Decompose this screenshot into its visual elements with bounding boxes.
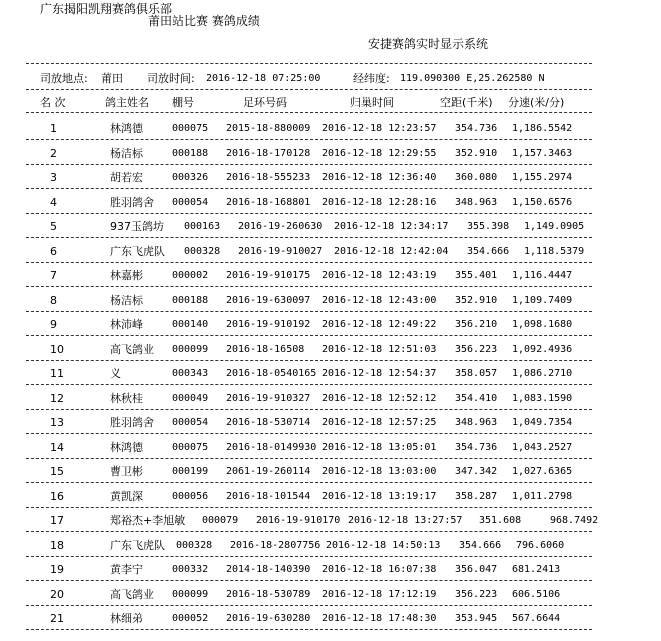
return-time-cell: 2016-12-18 16:07:38 <box>322 564 437 575</box>
rank-cell: 1 <box>50 122 57 135</box>
shed-cell: 000056 <box>172 490 209 502</box>
release-time: 2016-12-18 07:25:00 <box>206 73 321 84</box>
return-time-cell: 2016-12-18 12:29:55 <box>322 147 437 159</box>
shed-cell: 000079 <box>202 515 239 526</box>
shed-cell: 000328 <box>184 245 221 257</box>
speed-cell: 606.5106 <box>512 588 561 600</box>
ring-cell: 2016-18-0540165 <box>226 368 317 379</box>
rank-cell: 5 <box>50 220 57 233</box>
owner-cell: 林沛峰 <box>110 318 143 331</box>
rank-cell: 6 <box>50 244 57 258</box>
shed-cell: 000332 <box>172 564 209 575</box>
return-time-cell: 2016-12-18 12:52:12 <box>322 392 437 404</box>
return-time-cell: 2016-12-18 12:43:19 <box>322 270 437 281</box>
return-time-cell: 2016-12-18 13:19:17 <box>322 490 437 502</box>
rank-cell: 17 <box>50 514 64 527</box>
ring-cell: 2016-18-101544 <box>226 490 311 502</box>
col-time: 归巢时间 <box>350 96 394 109</box>
distance-cell: 354.736 <box>455 441 498 453</box>
col-shed: 棚号 <box>172 96 194 109</box>
return-time-cell: 2016-12-18 12:57:25 <box>322 417 437 428</box>
distance-cell: 355.398 <box>467 221 510 232</box>
owner-cell: 杨洁标 <box>110 146 143 160</box>
shed-cell: 000052 <box>172 613 209 624</box>
release-time-label: 司放时间: <box>147 72 195 85</box>
rank-cell: 19 <box>50 563 64 576</box>
race-title: 莆田站比赛 赛鸽成绩 <box>148 14 260 28</box>
speed-cell: 1,083.1590 <box>512 392 573 404</box>
row-divider <box>26 213 592 214</box>
shed-cell: 000199 <box>172 466 209 477</box>
speed-cell: 1,092.4936 <box>512 343 573 355</box>
return-time-cell: 2016-12-18 13:03:00 <box>322 466 437 477</box>
return-time-cell: 2016-12-18 14:50:13 <box>326 539 441 551</box>
owner-cell: 林鸿德 <box>110 440 143 454</box>
owner-cell: 广东飞虎队 <box>110 538 165 552</box>
distance-cell: 360.080 <box>455 172 498 183</box>
shed-cell: 000326 <box>172 172 209 183</box>
shed-cell: 000343 <box>172 368 209 379</box>
release-place: 莆田 <box>101 72 123 85</box>
owner-cell: 杨洁标 <box>110 293 143 307</box>
col-speed: 分速(米/分) <box>508 96 565 109</box>
speed-cell: 1,155.2974 <box>512 172 573 183</box>
ring-cell: 2016-18-2807756 <box>230 539 321 551</box>
owner-cell: 高飞鸽业 <box>110 587 154 601</box>
distance-cell: 354.410 <box>455 392 498 404</box>
owner-cell: 义 <box>110 367 121 380</box>
ring-cell: 2016-18-530714 <box>226 417 311 428</box>
row-divider <box>26 286 592 287</box>
distance-cell: 354.736 <box>455 123 498 134</box>
distance-cell: 354.666 <box>459 539 502 551</box>
ring-cell: 2016-19-630280 <box>226 613 311 624</box>
owner-cell: 曹卫彬 <box>110 465 143 478</box>
shed-cell: 000099 <box>172 588 209 600</box>
speed-cell: 968.7492 <box>550 515 599 526</box>
distance-cell: 354.666 <box>467 245 510 257</box>
rank-cell: 20 <box>50 587 64 601</box>
return-time-cell: 2016-12-18 12:36:40 <box>322 172 437 183</box>
return-time-cell: 2016-12-18 12:43:00 <box>322 294 437 306</box>
return-time-cell: 2016-12-18 12:28:16 <box>322 196 437 208</box>
row-divider <box>26 605 592 606</box>
shed-cell: 000049 <box>172 392 209 404</box>
rank-cell: 18 <box>50 538 64 552</box>
return-time-cell: 2016-12-18 13:05:01 <box>322 441 437 453</box>
rank-cell: 9 <box>50 318 57 331</box>
return-time-cell: 2016-12-18 12:23:57 <box>322 123 437 134</box>
distance-cell: 358.287 <box>455 490 498 502</box>
rank-cell: 14 <box>50 440 64 454</box>
rank-cell: 13 <box>50 416 64 429</box>
rank-cell: 2 <box>50 146 57 160</box>
rank-cell: 12 <box>50 391 64 405</box>
speed-cell: 1,049.7354 <box>512 417 573 428</box>
col-rank: 名 次 <box>40 96 66 109</box>
row-divider <box>26 384 592 385</box>
rank-cell: 8 <box>50 293 57 307</box>
owner-cell: 胜羽鸽舍 <box>110 195 154 209</box>
distance-cell: 356.047 <box>455 564 498 575</box>
ring-cell: 2016-19-910192 <box>226 319 311 330</box>
ring-cell: 2016-19-910175 <box>226 270 311 281</box>
rank-cell: 21 <box>50 612 64 625</box>
row-divider <box>26 629 592 630</box>
ring-cell: 2016-19-910170 <box>256 515 341 526</box>
distance-cell: 351.608 <box>479 515 522 526</box>
row-divider <box>26 262 592 263</box>
row-divider <box>26 409 592 410</box>
rank-cell: 4 <box>50 195 57 209</box>
speed-cell: 1,157.3463 <box>512 147 573 159</box>
row-divider <box>26 507 592 508</box>
row-divider <box>26 580 592 581</box>
speed-cell: 1,086.2710 <box>512 368 573 379</box>
speed-cell: 1,043.2527 <box>512 441 573 453</box>
shed-cell: 000054 <box>172 417 209 428</box>
return-time-cell: 2016-12-18 17:12:19 <box>322 588 437 600</box>
owner-cell: 黄李宁 <box>110 563 143 576</box>
ring-cell: 2015-18-880009 <box>226 123 311 134</box>
rank-cell: 7 <box>50 269 57 282</box>
row-divider <box>26 164 592 165</box>
row-divider <box>26 531 592 532</box>
distance-cell: 352.910 <box>455 294 498 306</box>
ring-cell: 2016-19-260630 <box>238 221 323 232</box>
shed-cell: 000075 <box>172 123 209 134</box>
return-time-cell: 2016-12-18 17:48:30 <box>322 613 437 624</box>
distance-cell: 353.945 <box>455 613 498 624</box>
owner-cell: 林嘉彬 <box>110 269 143 282</box>
distance-cell: 356.223 <box>455 588 498 600</box>
shed-cell: 000328 <box>176 539 213 551</box>
return-time-cell: 2016-12-18 12:51:03 <box>322 343 437 355</box>
release-place-label: 司放地点: <box>40 72 88 85</box>
coord-value: 119.090300 E,25.262580 N <box>400 73 545 84</box>
distance-cell: 348.963 <box>455 196 498 208</box>
return-time-cell: 2016-12-18 12:54:37 <box>322 368 437 379</box>
speed-cell: 567.6644 <box>512 613 561 624</box>
shed-cell: 000002 <box>172 270 209 281</box>
rank-cell: 16 <box>50 489 64 503</box>
shed-cell: 000054 <box>172 196 209 208</box>
coord-label: 经纬度: <box>353 72 390 85</box>
speed-cell: 1,186.5542 <box>512 123 573 134</box>
distance-cell: 356.223 <box>455 343 498 355</box>
system-name: 安捷赛鸽实时显示系统 <box>368 37 489 51</box>
return-time-cell: 2016-12-18 12:49:22 <box>322 319 437 330</box>
row-divider <box>26 556 592 557</box>
ring-cell: 2016-19-910327 <box>226 392 311 404</box>
distance-cell: 348.963 <box>455 417 498 428</box>
speed-cell: 1,011.2798 <box>512 490 573 502</box>
ring-cell: 2016-18-0149930 <box>226 441 317 453</box>
owner-cell: 郑裕杰+李旭敏 <box>110 514 186 527</box>
distance-cell: 352.910 <box>455 147 498 159</box>
owner-cell: 胡若宏 <box>110 171 143 184</box>
row-divider <box>26 139 592 140</box>
rank-cell: 15 <box>50 465 64 478</box>
rank-cell: 10 <box>50 342 64 356</box>
owner-cell: 937玉鸽坊 <box>110 220 164 233</box>
owner-cell: 林鸿德 <box>110 122 143 135</box>
shed-cell: 000188 <box>172 294 209 306</box>
speed-cell: 1,109.7409 <box>512 294 573 306</box>
speed-cell: 1,118.5379 <box>524 245 585 257</box>
shed-cell: 000140 <box>172 319 209 330</box>
speed-cell: 1,150.6576 <box>512 196 573 208</box>
return-time-cell: 2016-12-18 12:42:04 <box>334 245 449 257</box>
distance-cell: 355.401 <box>455 270 498 281</box>
speed-cell: 1,027.6365 <box>512 466 573 477</box>
club-name: 广东揭阳凯翔赛鸽俱乐部 <box>40 2 173 16</box>
owner-cell: 高飞鸽业 <box>110 342 154 356</box>
col-name: 鸽主姓名 <box>105 96 149 109</box>
ring-cell: 2016-18-168801 <box>226 196 311 208</box>
row-divider <box>26 311 592 312</box>
distance-cell: 358.057 <box>455 368 498 379</box>
speed-cell: 796.6060 <box>516 539 565 551</box>
speed-cell: 1,149.0905 <box>524 221 585 232</box>
shed-cell: 000099 <box>172 343 209 355</box>
speed-cell: 1,098.1680 <box>512 319 573 330</box>
speed-cell: 681.2413 <box>512 564 561 575</box>
rank-cell: 11 <box>50 367 64 380</box>
owner-cell: 胜羽鸽舍 <box>110 416 154 429</box>
col-ring: 足环号码 <box>243 96 287 109</box>
row-divider <box>26 458 592 459</box>
ring-cell: 2016-18-170128 <box>226 147 311 159</box>
owner-cell: 林细弟 <box>110 612 143 625</box>
speed-cell: 1,116.4447 <box>512 270 573 281</box>
row-divider <box>26 433 592 434</box>
ring-cell: 2061-19-260114 <box>226 466 311 477</box>
col-dist: 空距(千米) <box>440 96 493 109</box>
return-time-cell: 2016-12-18 12:34:17 <box>334 221 449 232</box>
ring-cell: 2016-19-910027 <box>238 245 323 257</box>
ring-cell: 2014-18-140390 <box>226 564 311 575</box>
rank-cell: 3 <box>50 171 57 184</box>
distance-cell: 347.342 <box>455 466 498 477</box>
ring-cell: 2016-18-16508 <box>226 343 305 355</box>
ring-cell: 2016-19-630097 <box>226 294 311 306</box>
shed-cell: 000163 <box>184 221 221 232</box>
row-divider <box>26 482 592 483</box>
row-divider <box>26 335 592 336</box>
ring-cell: 2016-18-555233 <box>226 172 311 183</box>
owner-cell: 林秋桂 <box>110 391 143 405</box>
return-time-cell: 2016-12-18 13:27:57 <box>348 515 463 526</box>
row-divider <box>26 237 592 238</box>
owner-cell: 广东飞虎队 <box>110 244 165 258</box>
distance-cell: 356.210 <box>455 319 498 330</box>
shed-cell: 000188 <box>172 147 209 159</box>
owner-cell: 黄凯深 <box>110 489 143 503</box>
row-divider <box>26 188 592 189</box>
shed-cell: 000075 <box>172 441 209 453</box>
ring-cell: 2016-18-530789 <box>226 588 311 600</box>
row-divider <box>26 360 592 361</box>
